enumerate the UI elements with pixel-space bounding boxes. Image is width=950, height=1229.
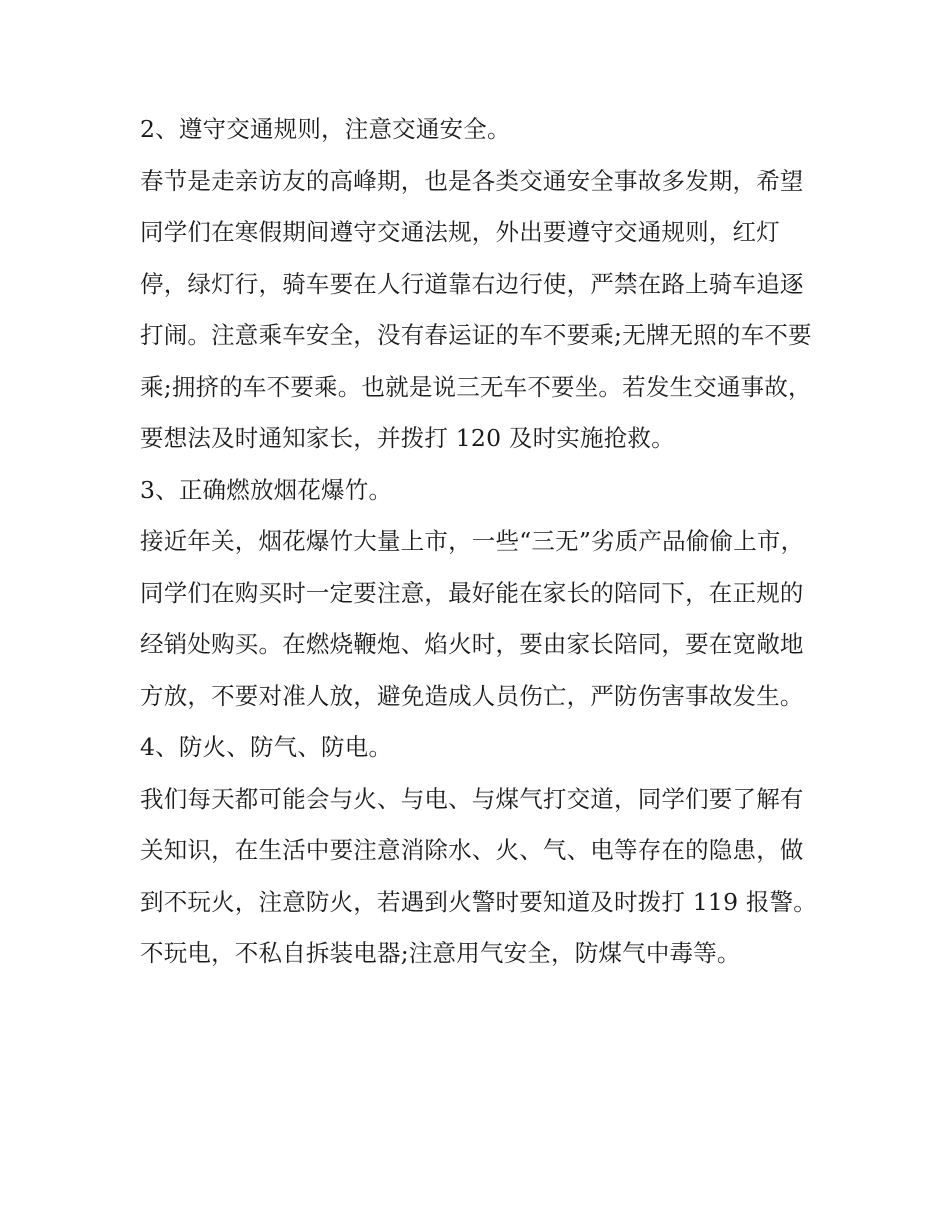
section-body-fireworks: 接近年关，烟花爆竹大量上市，一些“三无”劣质产品偷偷上市，同学们在购买时一定要注意，最好能在家长的陪同下，在正规的经销处购买。在燃烧鞭炮、焰火时，要由家长陪同，要在宽敞地方放，不要对准人放，避免造成人员伤亡，严防伤害事故发生。	[140, 527, 805, 710]
section-body-traffic: 春节是走亲访友的高峰期，也是各类交通安全事故多发期，希望同学们在寒假期间遵守交通法规，外出要遵守交通规则，红灯停，绿灯行，骑车要在人行道靠右边行使，严禁在路上骑车追逐打闹。注意乘车安全，没有春运证的车不要乘;无牌无照的车不要乘;拥挤的车不要乘。也就是说三无车不要坐。若发生交通事故，要想法及时通知家长，并拨打 120 及时实施抢救。	[140, 166, 812, 452]
section-heading-traffic: 2、遵守交通规则，注意交通安全。	[140, 115, 511, 143]
document-page	[140, 104, 820, 980]
section-body-fire-gas-electric: 我们每天都可能会与火、与电、与煤气打交道，同学们要了解有关知识，在生活中要注意消除水、火、气、电等存在的隐患，做到不玩火，注意防火，若遇到火警时要知道及时拨打 119 报警。不玩电，不私自拆装电器;注意用气安全，防煤气中毒等。	[140, 784, 817, 967]
section-heading-fireworks: 3、正确燃放烟花爆竹。	[140, 475, 393, 504]
section-heading-fire-gas-electric: 4、防火、防气、防电。	[140, 733, 393, 761]
